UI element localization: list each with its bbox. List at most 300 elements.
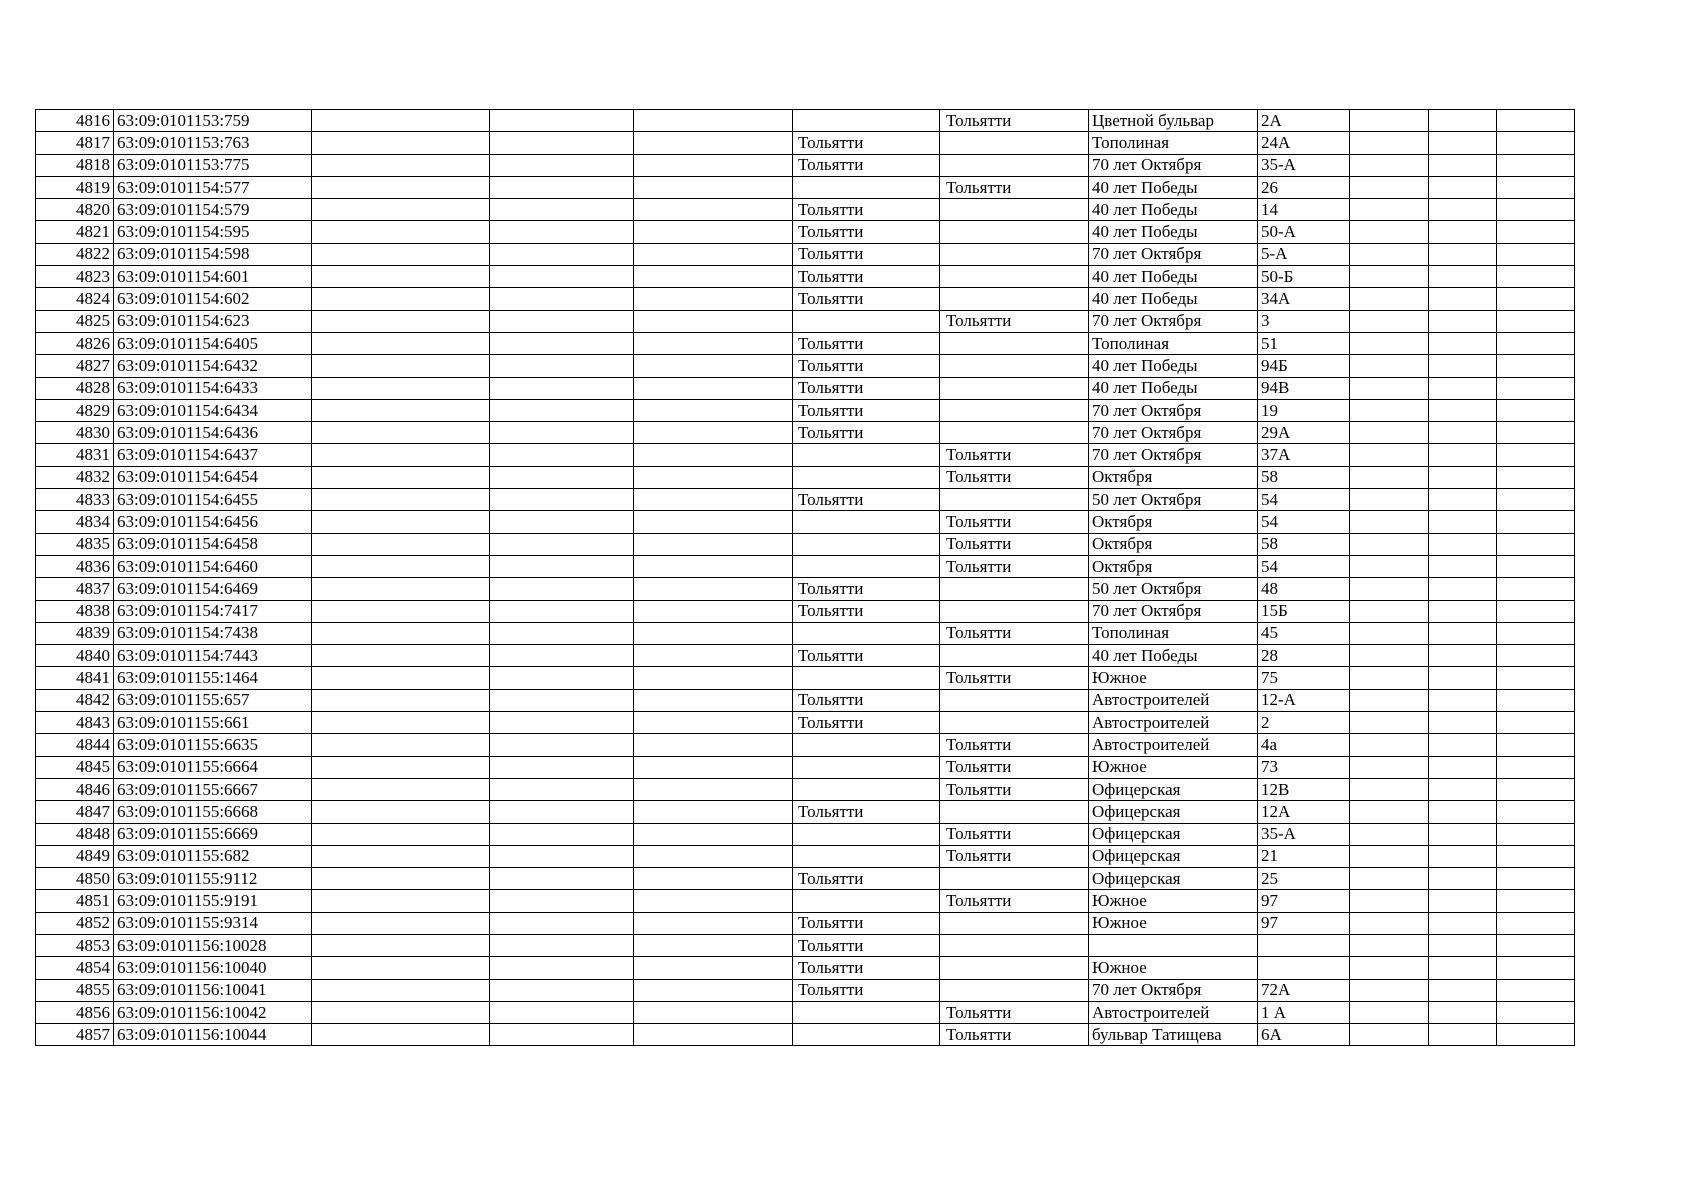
cell-num: 4846: [36, 778, 114, 800]
cell-empty: [312, 444, 490, 466]
cell-cad: 63:09:0101154:598: [114, 243, 312, 265]
cell-empty: [634, 712, 793, 734]
cell-street: 50 лет Октября: [1089, 578, 1258, 600]
cell-empty: [1429, 1001, 1497, 1023]
cell-city-a: Тольятти: [793, 689, 940, 711]
cell-street: Тополиная: [1089, 332, 1258, 354]
cell-empty: [312, 377, 490, 399]
cell-empty: [1497, 890, 1575, 912]
cell-city-b: Тольятти: [940, 845, 1089, 867]
cell-empty: [1497, 957, 1575, 979]
cell-empty: [1429, 890, 1497, 912]
cell-city-b: Тольятти: [940, 511, 1089, 533]
cell-empty: [634, 132, 793, 154]
cell-empty: [312, 979, 490, 1001]
cell-empty: [490, 979, 634, 1001]
cell-cad: 63:09:0101154:6469: [114, 578, 312, 600]
cell-empty: [634, 912, 793, 934]
cell-house: 14: [1258, 199, 1350, 221]
cell-empty: [1497, 912, 1575, 934]
cell-empty: [634, 199, 793, 221]
cell-empty: [634, 399, 793, 421]
cell-empty: [634, 645, 793, 667]
cell-street: Офицерская: [1089, 868, 1258, 890]
cell-num: 4821: [36, 221, 114, 243]
cell-empty: [312, 154, 490, 176]
cell-house: [1258, 957, 1350, 979]
table-row: [36, 667, 1575, 689]
cell-empty: [1350, 667, 1429, 689]
cell-empty: [490, 377, 634, 399]
cell-empty: [1429, 957, 1497, 979]
cell-num: 4847: [36, 801, 114, 823]
cell-street: [1089, 934, 1258, 956]
cell-num: 4855: [36, 979, 114, 1001]
cell-num: 4837: [36, 578, 114, 600]
cell-empty: [1497, 377, 1575, 399]
cell-empty: [490, 578, 634, 600]
cell-house: 21: [1258, 845, 1350, 867]
cell-empty: [312, 533, 490, 555]
cell-city-b: [940, 957, 1089, 979]
cell-num: 4826: [36, 332, 114, 354]
cell-empty: [634, 422, 793, 444]
table-row: [36, 422, 1575, 444]
cell-cad: 63:09:0101155:682: [114, 845, 312, 867]
cell-empty: [1497, 489, 1575, 511]
cell-empty: [634, 1001, 793, 1023]
table-row: [36, 377, 1575, 399]
cell-empty: [634, 243, 793, 265]
cell-house: 25: [1258, 868, 1350, 890]
cell-num: 4820: [36, 199, 114, 221]
cell-empty: [1350, 243, 1429, 265]
cell-city-a: Тольятти: [793, 912, 940, 934]
cell-cad: 63:09:0101154:6460: [114, 555, 312, 577]
cell-empty: [1350, 355, 1429, 377]
cell-house: 94В: [1258, 377, 1350, 399]
cell-empty: [490, 845, 634, 867]
cell-empty: [1429, 176, 1497, 198]
cell-empty: [490, 667, 634, 689]
cell-city-b: [940, 332, 1089, 354]
cell-empty: [490, 823, 634, 845]
cell-city-b: [940, 288, 1089, 310]
cell-empty: [1350, 266, 1429, 288]
cell-city-a: [793, 555, 940, 577]
cell-city-b: [940, 399, 1089, 421]
cell-house: [1258, 934, 1350, 956]
cell-empty: [1350, 221, 1429, 243]
cell-empty: [1350, 132, 1429, 154]
cell-street: Октября: [1089, 466, 1258, 488]
cell-empty: [1429, 266, 1497, 288]
cell-city-b: [940, 132, 1089, 154]
cell-city-b: Тольятти: [940, 310, 1089, 332]
cell-street: 50 лет Октября: [1089, 489, 1258, 511]
cell-empty: [1429, 801, 1497, 823]
cell-empty: [312, 845, 490, 867]
cell-empty: [634, 221, 793, 243]
cell-empty: [1350, 489, 1429, 511]
cell-empty: [1497, 578, 1575, 600]
cell-empty: [1429, 422, 1497, 444]
cell-empty: [634, 332, 793, 354]
table-row: [36, 199, 1575, 221]
cell-cad: 63:09:0101154:602: [114, 288, 312, 310]
cell-num: 4849: [36, 845, 114, 867]
table-row: [36, 890, 1575, 912]
cell-empty: [1429, 734, 1497, 756]
cell-cad: 63:09:0101154:6405: [114, 332, 312, 354]
cell-empty: [312, 823, 490, 845]
cell-num: 4833: [36, 489, 114, 511]
cell-city-b: Тольятти: [940, 444, 1089, 466]
cell-empty: [634, 778, 793, 800]
cell-empty: [634, 845, 793, 867]
cell-empty: [1350, 845, 1429, 867]
cell-empty: [1350, 154, 1429, 176]
cell-empty: [1497, 979, 1575, 1001]
cell-empty: [312, 355, 490, 377]
cell-num: 4830: [36, 422, 114, 444]
table-row: [36, 176, 1575, 198]
cell-empty: [490, 734, 634, 756]
cell-cad: 63:09:0101154:6454: [114, 466, 312, 488]
cell-empty: [1350, 422, 1429, 444]
cell-num: 4816: [36, 110, 114, 132]
cell-empty: [1350, 199, 1429, 221]
cell-cad: 63:09:0101155:6667: [114, 778, 312, 800]
cell-num: 4841: [36, 667, 114, 689]
cell-house: 48: [1258, 578, 1350, 600]
cell-empty: [1429, 778, 1497, 800]
table-row: [36, 466, 1575, 488]
cell-house: 26: [1258, 176, 1350, 198]
cell-city-b: Тольятти: [940, 778, 1089, 800]
cell-city-a: Тольятти: [793, 979, 940, 1001]
cell-city-b: [940, 979, 1089, 1001]
cell-city-a: Тольятти: [793, 266, 940, 288]
cell-empty: [490, 288, 634, 310]
cell-city-a: Тольятти: [793, 600, 940, 622]
cell-cad: 63:09:0101154:601: [114, 266, 312, 288]
cell-num: 4851: [36, 890, 114, 912]
cell-empty: [490, 466, 634, 488]
cell-empty: [1497, 868, 1575, 890]
cell-empty: [490, 756, 634, 778]
cell-street: 70 лет Октября: [1089, 979, 1258, 1001]
cell-street: 40 лет Победы: [1089, 288, 1258, 310]
cell-empty: [1429, 288, 1497, 310]
cell-empty: [1350, 511, 1429, 533]
cell-city-b: [940, 489, 1089, 511]
cell-city-b: [940, 689, 1089, 711]
cell-house: 29А: [1258, 422, 1350, 444]
cell-num: 4850: [36, 868, 114, 890]
cell-city-a: Тольятти: [793, 132, 940, 154]
cell-empty: [1497, 154, 1575, 176]
cell-empty: [634, 600, 793, 622]
cell-house: 12-А: [1258, 689, 1350, 711]
cell-empty: [312, 734, 490, 756]
cell-empty: [490, 868, 634, 890]
cell-city-a: [793, 890, 940, 912]
cell-empty: [312, 957, 490, 979]
table-row: [36, 778, 1575, 800]
cell-empty: [634, 1024, 793, 1046]
cell-empty: [634, 667, 793, 689]
cell-empty: [1497, 466, 1575, 488]
cell-house: 15Б: [1258, 600, 1350, 622]
cell-empty: [312, 622, 490, 644]
table-row: [36, 823, 1575, 845]
cell-cad: 63:09:0101153:759: [114, 110, 312, 132]
cell-empty: [312, 600, 490, 622]
cell-street: Южное: [1089, 890, 1258, 912]
cell-empty: [1429, 399, 1497, 421]
cell-empty: [1350, 399, 1429, 421]
data-table: [35, 109, 1575, 1046]
cell-cad: 63:09:0101156:10042: [114, 1001, 312, 1023]
cell-city-b: [940, 422, 1089, 444]
cell-empty: [1350, 332, 1429, 354]
cell-empty: [1429, 221, 1497, 243]
cell-empty: [1429, 845, 1497, 867]
cell-num: 4835: [36, 533, 114, 555]
cell-empty: [490, 176, 634, 198]
table-row: [36, 399, 1575, 421]
cell-empty: [1429, 466, 1497, 488]
cell-empty: [312, 868, 490, 890]
cell-house: 75: [1258, 667, 1350, 689]
cell-empty: [634, 868, 793, 890]
cell-street: 70 лет Октября: [1089, 422, 1258, 444]
cell-city-a: [793, 444, 940, 466]
cell-empty: [1350, 979, 1429, 1001]
cell-num: 4854: [36, 957, 114, 979]
cell-street: Автостроителей: [1089, 734, 1258, 756]
cell-street: 70 лет Октября: [1089, 600, 1258, 622]
cell-empty: [312, 511, 490, 533]
cell-city-a: Тольятти: [793, 399, 940, 421]
cell-house: 72А: [1258, 979, 1350, 1001]
cell-empty: [1429, 511, 1497, 533]
table-row: [36, 622, 1575, 644]
cell-cad: 63:09:0101154:6432: [114, 355, 312, 377]
cell-empty: [1497, 667, 1575, 689]
cell-city-a: Тольятти: [793, 578, 940, 600]
cell-empty: [1497, 778, 1575, 800]
cell-city-b: Тольятти: [940, 734, 1089, 756]
cell-city-a: Тольятти: [793, 199, 940, 221]
table-row: [36, 266, 1575, 288]
cell-num: 4844: [36, 734, 114, 756]
cell-empty: [634, 734, 793, 756]
cell-empty: [1497, 533, 1575, 555]
cell-num: 4852: [36, 912, 114, 934]
cell-city-a: Тольятти: [793, 243, 940, 265]
cell-empty: [1350, 288, 1429, 310]
cell-empty: [490, 132, 634, 154]
cell-empty: [490, 221, 634, 243]
table-row: [36, 310, 1575, 332]
cell-house: 54: [1258, 489, 1350, 511]
cell-house: 58: [1258, 533, 1350, 555]
table-row: [36, 578, 1575, 600]
cell-cad: 63:09:0101154:7443: [114, 645, 312, 667]
cell-empty: [312, 489, 490, 511]
cell-cad: 63:09:0101154:6436: [114, 422, 312, 444]
cell-cad: 63:09:0101154:6455: [114, 489, 312, 511]
cell-street: Офицерская: [1089, 778, 1258, 800]
cell-empty: [1429, 600, 1497, 622]
cell-street: 70 лет Октября: [1089, 444, 1258, 466]
cell-city-a: [793, 310, 940, 332]
table-row: [36, 957, 1575, 979]
cell-house: 4а: [1258, 734, 1350, 756]
cell-num: 4831: [36, 444, 114, 466]
cell-num: 4818: [36, 154, 114, 176]
cell-city-b: [940, 199, 1089, 221]
cell-empty: [1429, 444, 1497, 466]
cell-street: 70 лет Октября: [1089, 399, 1258, 421]
cell-city-a: Тольятти: [793, 154, 940, 176]
cell-city-b: [940, 934, 1089, 956]
cell-num: 4856: [36, 1001, 114, 1023]
cell-empty: [312, 332, 490, 354]
cell-empty: [634, 756, 793, 778]
cell-empty: [490, 712, 634, 734]
cell-empty: [490, 600, 634, 622]
cell-house: 54: [1258, 511, 1350, 533]
cell-empty: [312, 243, 490, 265]
table-row: [36, 845, 1575, 867]
cell-empty: [1429, 132, 1497, 154]
cell-house: 97: [1258, 890, 1350, 912]
cell-cad: 63:09:0101155:6664: [114, 756, 312, 778]
cell-cad: 63:09:0101155:657: [114, 689, 312, 711]
cell-empty: [1429, 154, 1497, 176]
cell-street: Октября: [1089, 555, 1258, 577]
cell-empty: [1429, 868, 1497, 890]
table-row: [36, 154, 1575, 176]
cell-cad: 63:09:0101155:1464: [114, 667, 312, 689]
cell-cad: 63:09:0101154:623: [114, 310, 312, 332]
cell-house: 2А: [1258, 110, 1350, 132]
cell-empty: [1497, 622, 1575, 644]
cell-empty: [1350, 377, 1429, 399]
cell-city-a: Тольятти: [793, 934, 940, 956]
cell-street: 40 лет Победы: [1089, 199, 1258, 221]
cell-street: 70 лет Октября: [1089, 310, 1258, 332]
cell-empty: [634, 823, 793, 845]
cell-empty: [634, 934, 793, 956]
cell-house: 12А: [1258, 801, 1350, 823]
cell-cad: 63:09:0101154:6433: [114, 377, 312, 399]
table-row: [36, 934, 1575, 956]
cell-empty: [1497, 355, 1575, 377]
table-row: [36, 1024, 1575, 1046]
cell-street: 40 лет Победы: [1089, 355, 1258, 377]
cell-city-b: Тольятти: [940, 667, 1089, 689]
cell-city-a: [793, 622, 940, 644]
cell-city-a: [793, 667, 940, 689]
cell-city-b: Тольятти: [940, 555, 1089, 577]
cell-city-b: [940, 154, 1089, 176]
cell-city-b: Тольятти: [940, 622, 1089, 644]
table-row: [36, 221, 1575, 243]
cell-cad: 63:09:0101154:7438: [114, 622, 312, 644]
table-row: [36, 734, 1575, 756]
cell-empty: [1497, 600, 1575, 622]
cell-empty: [1350, 957, 1429, 979]
cell-empty: [490, 1001, 634, 1023]
cell-cad: 63:09:0101154:577: [114, 176, 312, 198]
cell-empty: [1350, 466, 1429, 488]
cell-empty: [312, 778, 490, 800]
table-row: [36, 355, 1575, 377]
table-row: [36, 132, 1575, 154]
cell-empty: [634, 689, 793, 711]
cell-empty: [634, 176, 793, 198]
cell-empty: [1350, 645, 1429, 667]
cell-city-b: [940, 600, 1089, 622]
cell-street: Офицерская: [1089, 823, 1258, 845]
cell-city-b: [940, 221, 1089, 243]
cell-empty: [312, 555, 490, 577]
cell-empty: [1429, 667, 1497, 689]
cell-street: Тополиная: [1089, 132, 1258, 154]
cell-empty: [634, 489, 793, 511]
cell-empty: [312, 399, 490, 421]
cell-empty: [1350, 868, 1429, 890]
table-row: [36, 243, 1575, 265]
cell-empty: [1497, 712, 1575, 734]
cell-empty: [312, 422, 490, 444]
cell-cad: 63:09:0101155:9191: [114, 890, 312, 912]
cell-num: 4825: [36, 310, 114, 332]
cell-empty: [1497, 199, 1575, 221]
cell-street: Октября: [1089, 533, 1258, 555]
cell-empty: [490, 332, 634, 354]
cell-empty: [490, 622, 634, 644]
cell-cad: 63:09:0101153:775: [114, 154, 312, 176]
cell-empty: [312, 689, 490, 711]
cell-num: 4839: [36, 622, 114, 644]
cell-empty: [312, 310, 490, 332]
cell-empty: [1429, 199, 1497, 221]
cell-city-a: [793, 533, 940, 555]
cell-empty: [1429, 578, 1497, 600]
cell-cad: 63:09:0101156:10040: [114, 957, 312, 979]
table-row: [36, 912, 1575, 934]
cell-house: 2: [1258, 712, 1350, 734]
cell-empty: [1497, 555, 1575, 577]
cell-empty: [490, 1024, 634, 1046]
cell-empty: [1497, 645, 1575, 667]
cell-house: 28: [1258, 645, 1350, 667]
cell-empty: [1497, 176, 1575, 198]
cell-empty: [1429, 979, 1497, 1001]
cell-empty: [1429, 310, 1497, 332]
cell-empty: [1497, 221, 1575, 243]
cell-empty: [1350, 823, 1429, 845]
table-row: [36, 689, 1575, 711]
cell-house: 45: [1258, 622, 1350, 644]
cell-num: 4838: [36, 600, 114, 622]
cell-house: 5-А: [1258, 243, 1350, 265]
